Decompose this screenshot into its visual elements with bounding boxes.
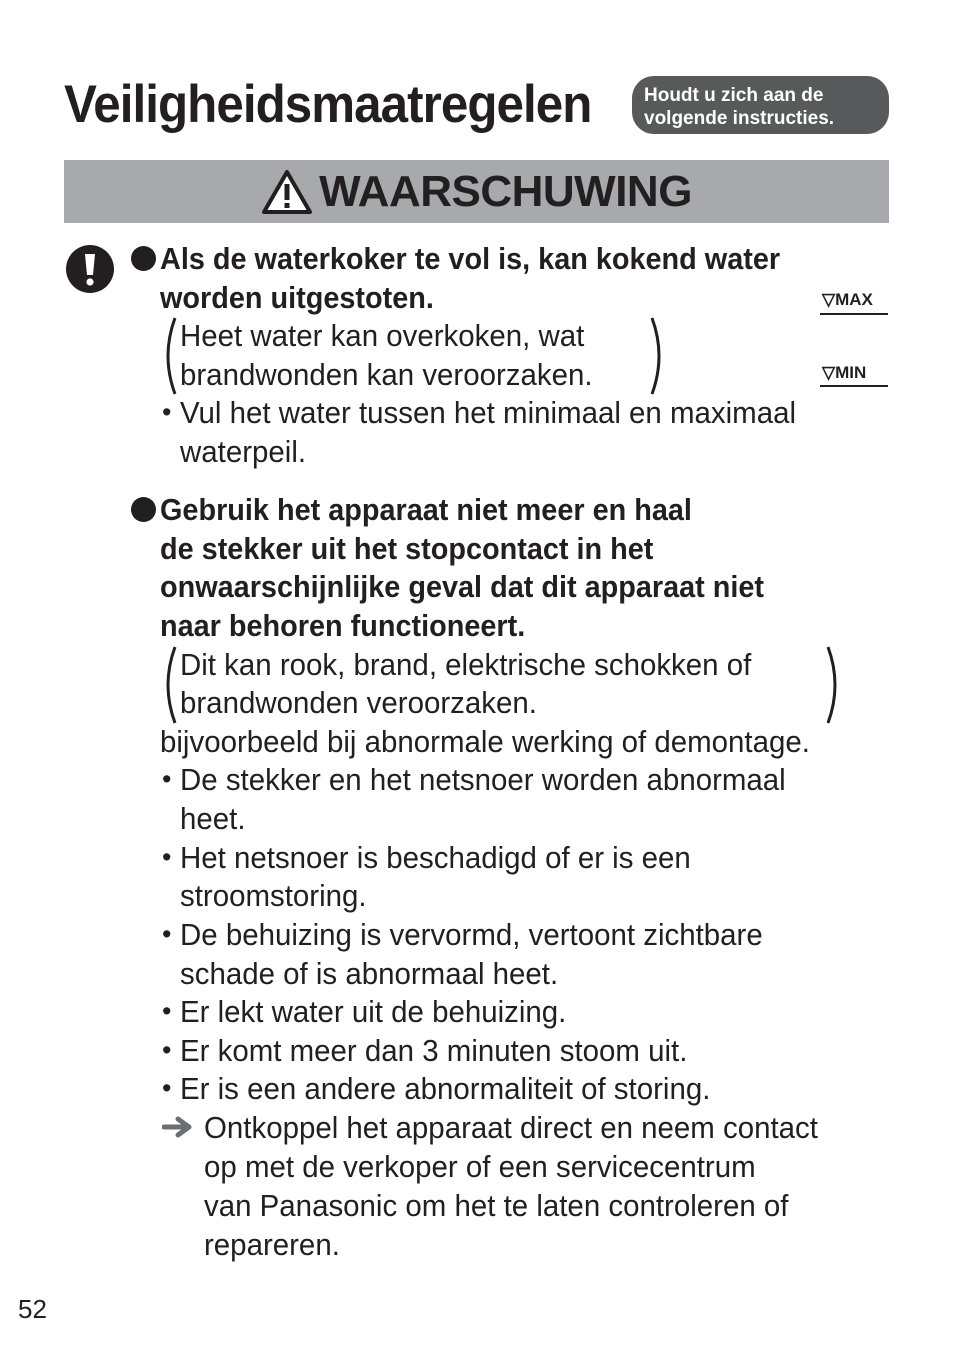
section2-example: bijvoorbeeld bij abnormale werking of demontage. — [160, 724, 810, 759]
bullet-point: • — [162, 764, 172, 794]
section2-bullet3-line2: schade of is abnormaal heet. — [180, 956, 559, 991]
triangle-down-icon: ▽ — [822, 290, 836, 309]
min-level-mark — [822, 363, 866, 383]
warning-label: WAARSCHUWING — [319, 166, 692, 216]
section2-bullet6-line1: Er is een andere abnormaliteit of storing. — [180, 1071, 711, 1106]
max-level-line — [820, 313, 888, 315]
section2-heading-line1: Gebruik het apparaat niet meer en haal — [160, 492, 692, 527]
bullet-point: • — [162, 1035, 172, 1065]
bullet-dot — [131, 497, 156, 522]
section2-bullet1-line1: De stekker en het netsnoer worden abnormaal — [180, 762, 786, 797]
section2-bullet3-line1: De behuizing is vervormd, vertoont zichtbare — [180, 917, 763, 952]
exclamation-circle-icon — [66, 245, 114, 293]
section2-note-line1: Dit kan rook, brand, elektrische schokken of — [180, 647, 752, 682]
min-level-line — [820, 385, 888, 387]
max-label: MAX — [835, 290, 873, 309]
section1-note-line2: brandwonden kan veroorzaken. — [180, 357, 593, 392]
instruction-badge — [632, 76, 889, 134]
section2-heading-line4: naar behoren functioneert. — [160, 608, 526, 643]
section1-heading-line2: worden uitgestoten. — [160, 280, 434, 315]
section2-note-line2: brandwonden veroorzaken. — [180, 685, 537, 720]
instruction-badge-line2: volgende instructies. — [644, 108, 835, 129]
open-paren-icon — [157, 316, 179, 396]
section2-bullet5-line1: Er komt meer dan 3 minuten stoom uit. — [180, 1033, 688, 1068]
page-title: Veiligheidsmaatregelen — [64, 75, 592, 134]
section2-bullet2-line2: stroomstoring. — [180, 878, 367, 913]
bullet-point: • — [162, 996, 172, 1026]
instruction-badge-line1: Houdt u zich aan de — [644, 85, 824, 106]
min-label: MIN — [835, 363, 867, 382]
max-level-mark — [822, 290, 873, 310]
section2-bullet1-line2: heet. — [180, 801, 246, 836]
close-paren-icon — [824, 645, 846, 725]
section2-action-line2: op met de verkoper of een servicecentrum — [204, 1149, 756, 1184]
warning-triangle-icon — [261, 169, 313, 215]
bullet-point: • — [162, 842, 172, 872]
bullet-dot — [131, 246, 156, 271]
page-number: 52 — [18, 1294, 47, 1324]
bullet-point: • — [162, 1073, 172, 1103]
section2-action-line3: van Panasonic om het te laten controleren of — [204, 1188, 789, 1223]
section1-note-line1: Heet water kan overkoken, wat — [180, 318, 585, 353]
arrow-right-icon — [162, 1116, 194, 1138]
warning-banner — [64, 160, 889, 223]
bullet-point: • — [162, 919, 172, 949]
section2-bullet4-line1: Er lekt water uit de behuizing. — [180, 994, 567, 1029]
section2-action-line4: repareren. — [204, 1227, 340, 1262]
section1-bullet-line1: Vul het water tussen het minimaal en maximaal — [180, 395, 797, 430]
section1-bullet-line2: waterpeil. — [180, 434, 307, 469]
triangle-down-icon: ▽ — [822, 363, 836, 382]
close-paren-icon — [648, 316, 670, 396]
section2-bullet2-line1: Het netsnoer is beschadigd of er is een — [180, 840, 691, 875]
bullet-point: • — [162, 397, 172, 427]
section1-heading-line1: Als de waterkoker te vol is, kan kokend water — [160, 241, 781, 276]
section2-heading-line2: de stekker uit het stopcontact in het — [160, 531, 654, 566]
section2-heading-line3: onwaarschijnlijke geval dat dit apparaat niet — [160, 569, 765, 604]
section2-action-line1: Ontkoppel het apparaat direct en neem contact — [204, 1110, 818, 1145]
open-paren-icon — [157, 645, 179, 725]
